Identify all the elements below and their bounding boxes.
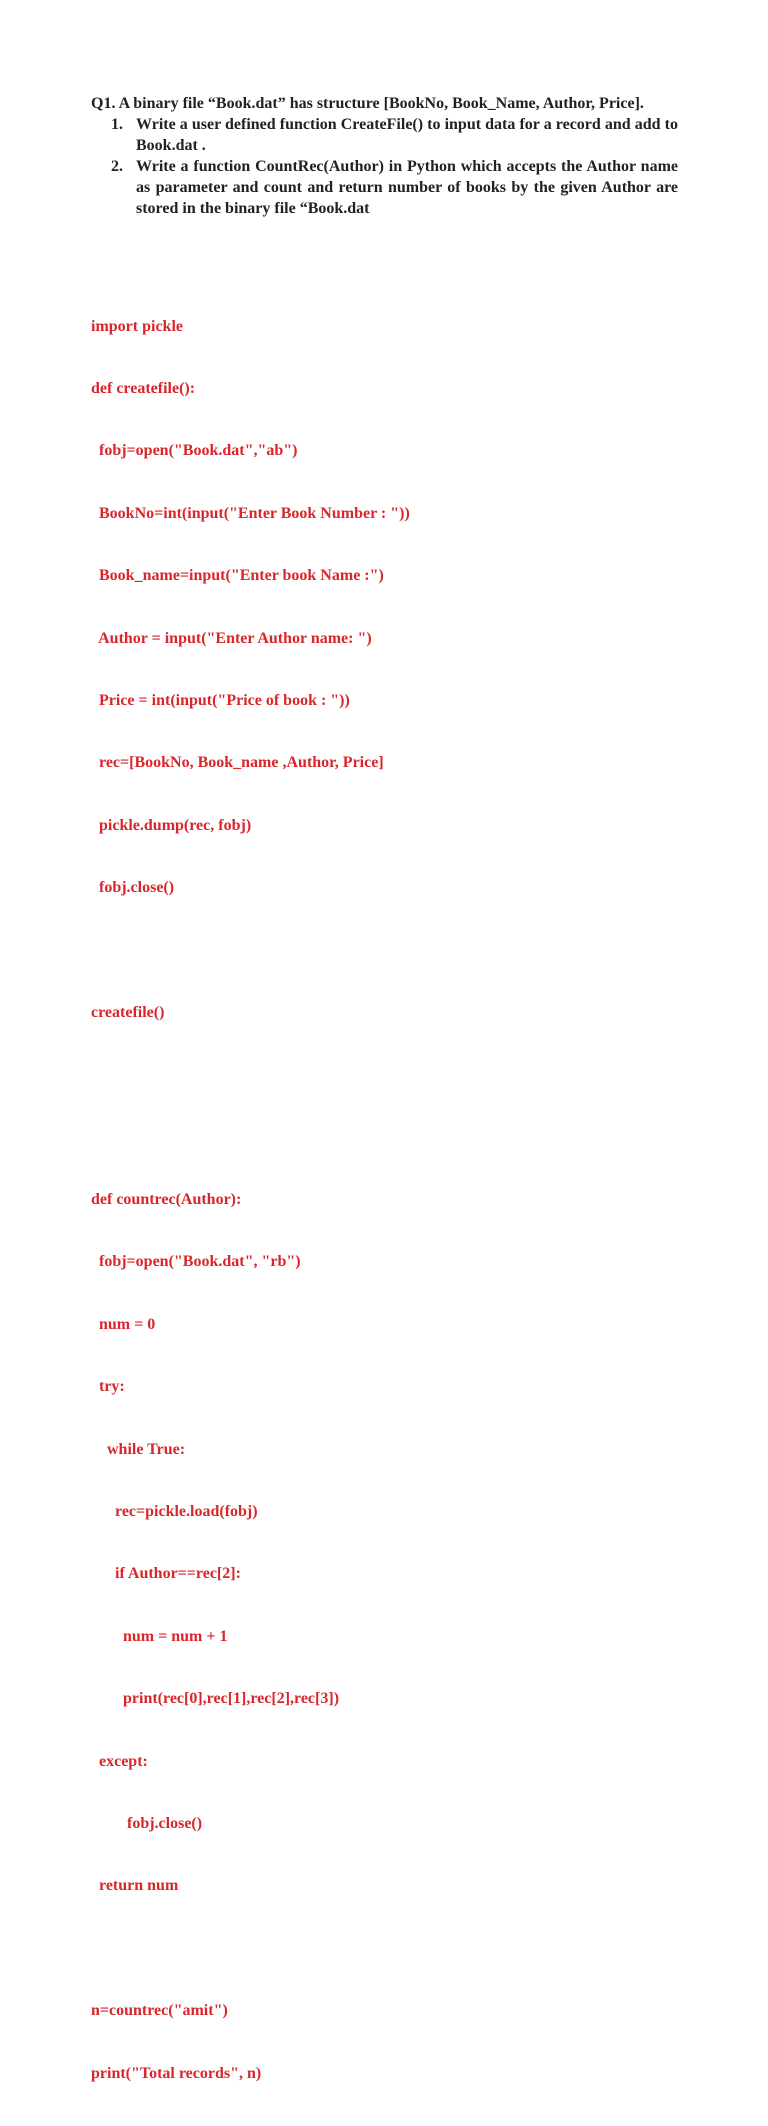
- code-line: [91, 941, 410, 962]
- question-item-list: [91, 114, 678, 219]
- question-item: [91, 114, 678, 156]
- code-line: fobj.close(): [91, 879, 175, 897]
- code-line: [91, 1128, 410, 1149]
- code-line: [91, 1065, 410, 1086]
- code-line: n=countrec("amit"): [91, 2002, 228, 2020]
- question-item-text: Write a user defined function CreateFile() to input data for a record and add to Book.dat .: [136, 116, 678, 154]
- question-item-number: 1.: [111, 116, 123, 133]
- code-line: fobj=open("Book.dat","ab"): [91, 442, 298, 460]
- question-block: [91, 93, 678, 219]
- question-item-text: Write a function CountRec(Author) in Python which accepts the Author name as parameter and count and return number of books by the given Author are stored in the binary file “Book.dat: [136, 158, 678, 217]
- code-line: Author = input("Enter Author name: "): [91, 629, 372, 647]
- question-item: [91, 156, 678, 219]
- code-line: try:: [91, 1378, 125, 1396]
- code-line: createfile(): [91, 1003, 165, 1021]
- question-text: Q1. A binary file “Book.dat” has structure [BookNo, Book_Name, Author, Price].: [91, 95, 644, 112]
- code-line: rec=pickle.load(fobj): [91, 1503, 258, 1521]
- code-line: BookNo=int(input("Enter Book Number : ")): [91, 504, 410, 522]
- code-line: [91, 1939, 410, 1960]
- code-line: except:: [91, 1752, 148, 1770]
- code-line: Book_name=input("Enter book Name :"): [91, 567, 384, 585]
- question-item-number: 2.: [111, 158, 123, 175]
- code-line: num = 0: [91, 1315, 156, 1333]
- code-line: pickle.dump(rec, fobj): [91, 816, 252, 834]
- code-line: num = num + 1: [91, 1627, 228, 1645]
- code-block: [91, 275, 410, 2126]
- code-line: print("Total records", n): [91, 2064, 262, 2082]
- code-line: fobj=open("Book.dat", "rb"): [91, 1253, 301, 1271]
- code-line: fobj.close(): [91, 1814, 203, 1832]
- code-line: if Author==rec[2]:: [91, 1565, 241, 1583]
- code-line: return num: [91, 1877, 179, 1895]
- code-line: Price = int(input("Price of book : ")): [91, 691, 350, 709]
- code-line: rec=[BookNo, Book_name ,Author, Price]: [91, 754, 384, 772]
- code-line: def countrec(Author):: [91, 1191, 242, 1209]
- code-line: print(rec[0],rec[1],rec[2],rec[3]): [91, 1690, 340, 1708]
- code-line: import pickle: [91, 317, 183, 335]
- code-line: def createfile():: [91, 379, 196, 397]
- code-line: while True:: [91, 1440, 186, 1458]
